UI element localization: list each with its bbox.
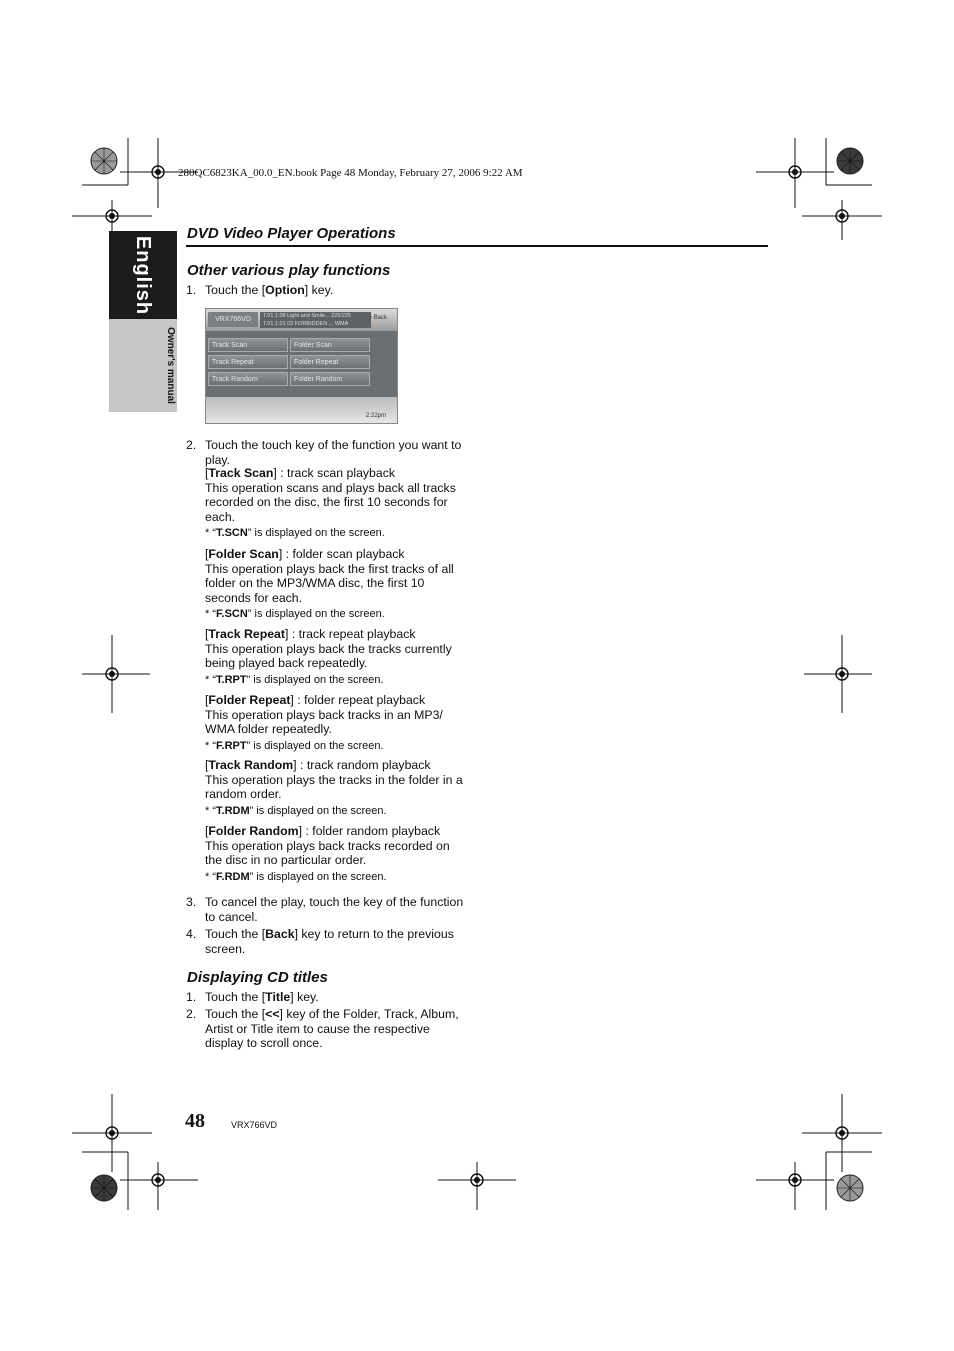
- step-number: 1.: [186, 990, 197, 1004]
- heading-other-functions: Other various play functions: [187, 262, 391, 279]
- step-3-cancel: 3. To cancel the play, touch the key of the function to cancel.: [186, 895, 464, 924]
- screen-btn-track-scan: Track Scan: [208, 338, 288, 352]
- screen-btn-folder-repeat: Folder Repeat: [290, 355, 370, 369]
- step-number: 3.: [186, 895, 197, 909]
- title-key-label: Title: [265, 990, 291, 1004]
- function-folder-repeat: [Folder Repeat] : folder repeat playback This operation plays back tracks in an MP3/ WMA folder repeatedly. * “F.RPT” is displayed on the screen.: [205, 693, 467, 753]
- step-number: 2.: [186, 1007, 197, 1021]
- side-tab-language: [109, 231, 177, 319]
- function-track-random: [Track Random] : track random playback This operation plays the tracks in the folder in a random order. * “T.RDM” is displayed on the screen.: [205, 758, 467, 818]
- side-tab-language-label: English: [132, 235, 155, 315]
- function-note: * “F.RPT” is displayed on the screen.: [205, 739, 384, 752]
- function-folder-scan: [Folder Scan] : folder scan playback This operation plays back the first tracks of all folder on the MP3/WMA disc, the first 10 seconds for each. * “F.SCN” is displayed on the screen.: [205, 547, 467, 621]
- screen-logo: VRX766VD: [208, 312, 258, 327]
- screen-clock: 2:22pm: [366, 413, 387, 419]
- function-folder-random: [Folder Random] : folder random playback This operation plays back tracks recorded on the disc in no particular order. * “F.RDM” is displayed on the screen.: [205, 824, 467, 884]
- step-1-option: 1. Touch the [Option] key.: [186, 283, 334, 297]
- function-note: * “F.SCN” is displayed on the screen.: [205, 608, 385, 620]
- step-number: 1.: [186, 283, 197, 297]
- model-name: VRX766VD: [231, 1120, 278, 1130]
- option-key-label: Option: [265, 283, 305, 297]
- section-divider: [186, 245, 768, 247]
- cd-step-1: 1. Touch the [Title] key.: [186, 990, 319, 1004]
- screen-btn-folder-random: Folder Random: [290, 372, 370, 386]
- screen-btn-track-random: Track Random: [208, 372, 288, 386]
- screen-bottom-bar: [206, 397, 397, 423]
- option-screen-image: [205, 308, 398, 424]
- screen-back-button: ‹ Back: [370, 315, 388, 321]
- screen-track-info: T.01 1:08 Light and Smile... 225/225 T.01 1:01 02 FORBIDDEN ... WMA: [260, 312, 371, 328]
- side-tab-subtitle: [140, 320, 200, 410]
- screen-btn-track-repeat: Track Repeat: [208, 355, 288, 369]
- heading-cd-titles: Displaying CD titles: [187, 969, 328, 986]
- section-title: DVD Video Player Operations: [187, 225, 396, 242]
- step-number: 4.: [186, 927, 197, 941]
- function-note: * “T.RDM” is displayed on the screen.: [205, 804, 387, 817]
- back-key-label: Back: [265, 927, 295, 941]
- step-4-back: 4. Touch the [Back] key to return to the previous screen.: [186, 927, 454, 956]
- screen-btn-folder-scan: Folder Scan: [290, 338, 370, 352]
- side-tab-subtitle-label: Owner's manual: [164, 326, 176, 404]
- function-note: * “T.SCN” is displayed on the screen.: [205, 527, 385, 539]
- function-track-repeat: [Track Repeat] : track repeat playback This operation plays back the tracks currently being played back repeatedly. * “T.RPT” is displayed on the screen.: [205, 627, 467, 687]
- function-note: * “T.RPT” is displayed on the screen.: [205, 673, 384, 686]
- cd-step-2: 2. Touch the [<<] key of the Folder, Track, Album, Artist or Title item to cause the respective display to scroll once.: [186, 1007, 459, 1050]
- page-number: 48: [185, 1110, 205, 1132]
- scroll-key-label: <<: [265, 1007, 280, 1021]
- print-header: 280QC6823KA_00.0_EN.book Page 48 Monday, February 27, 2006 9:22 AM: [178, 167, 523, 179]
- function-note: * “F.RDM” is displayed on the screen.: [205, 870, 387, 883]
- step-number: 2.: [186, 438, 197, 452]
- step-2-text: 2. Touch the touch key of the function you want to play.: [186, 438, 462, 467]
- function-track-scan: [Track Scan] : track scan playback This operation scans and plays back all tracks recorded on the disc, the first 10 seconds for each. * “T.SCN” is displayed on the screen.: [205, 466, 467, 540]
